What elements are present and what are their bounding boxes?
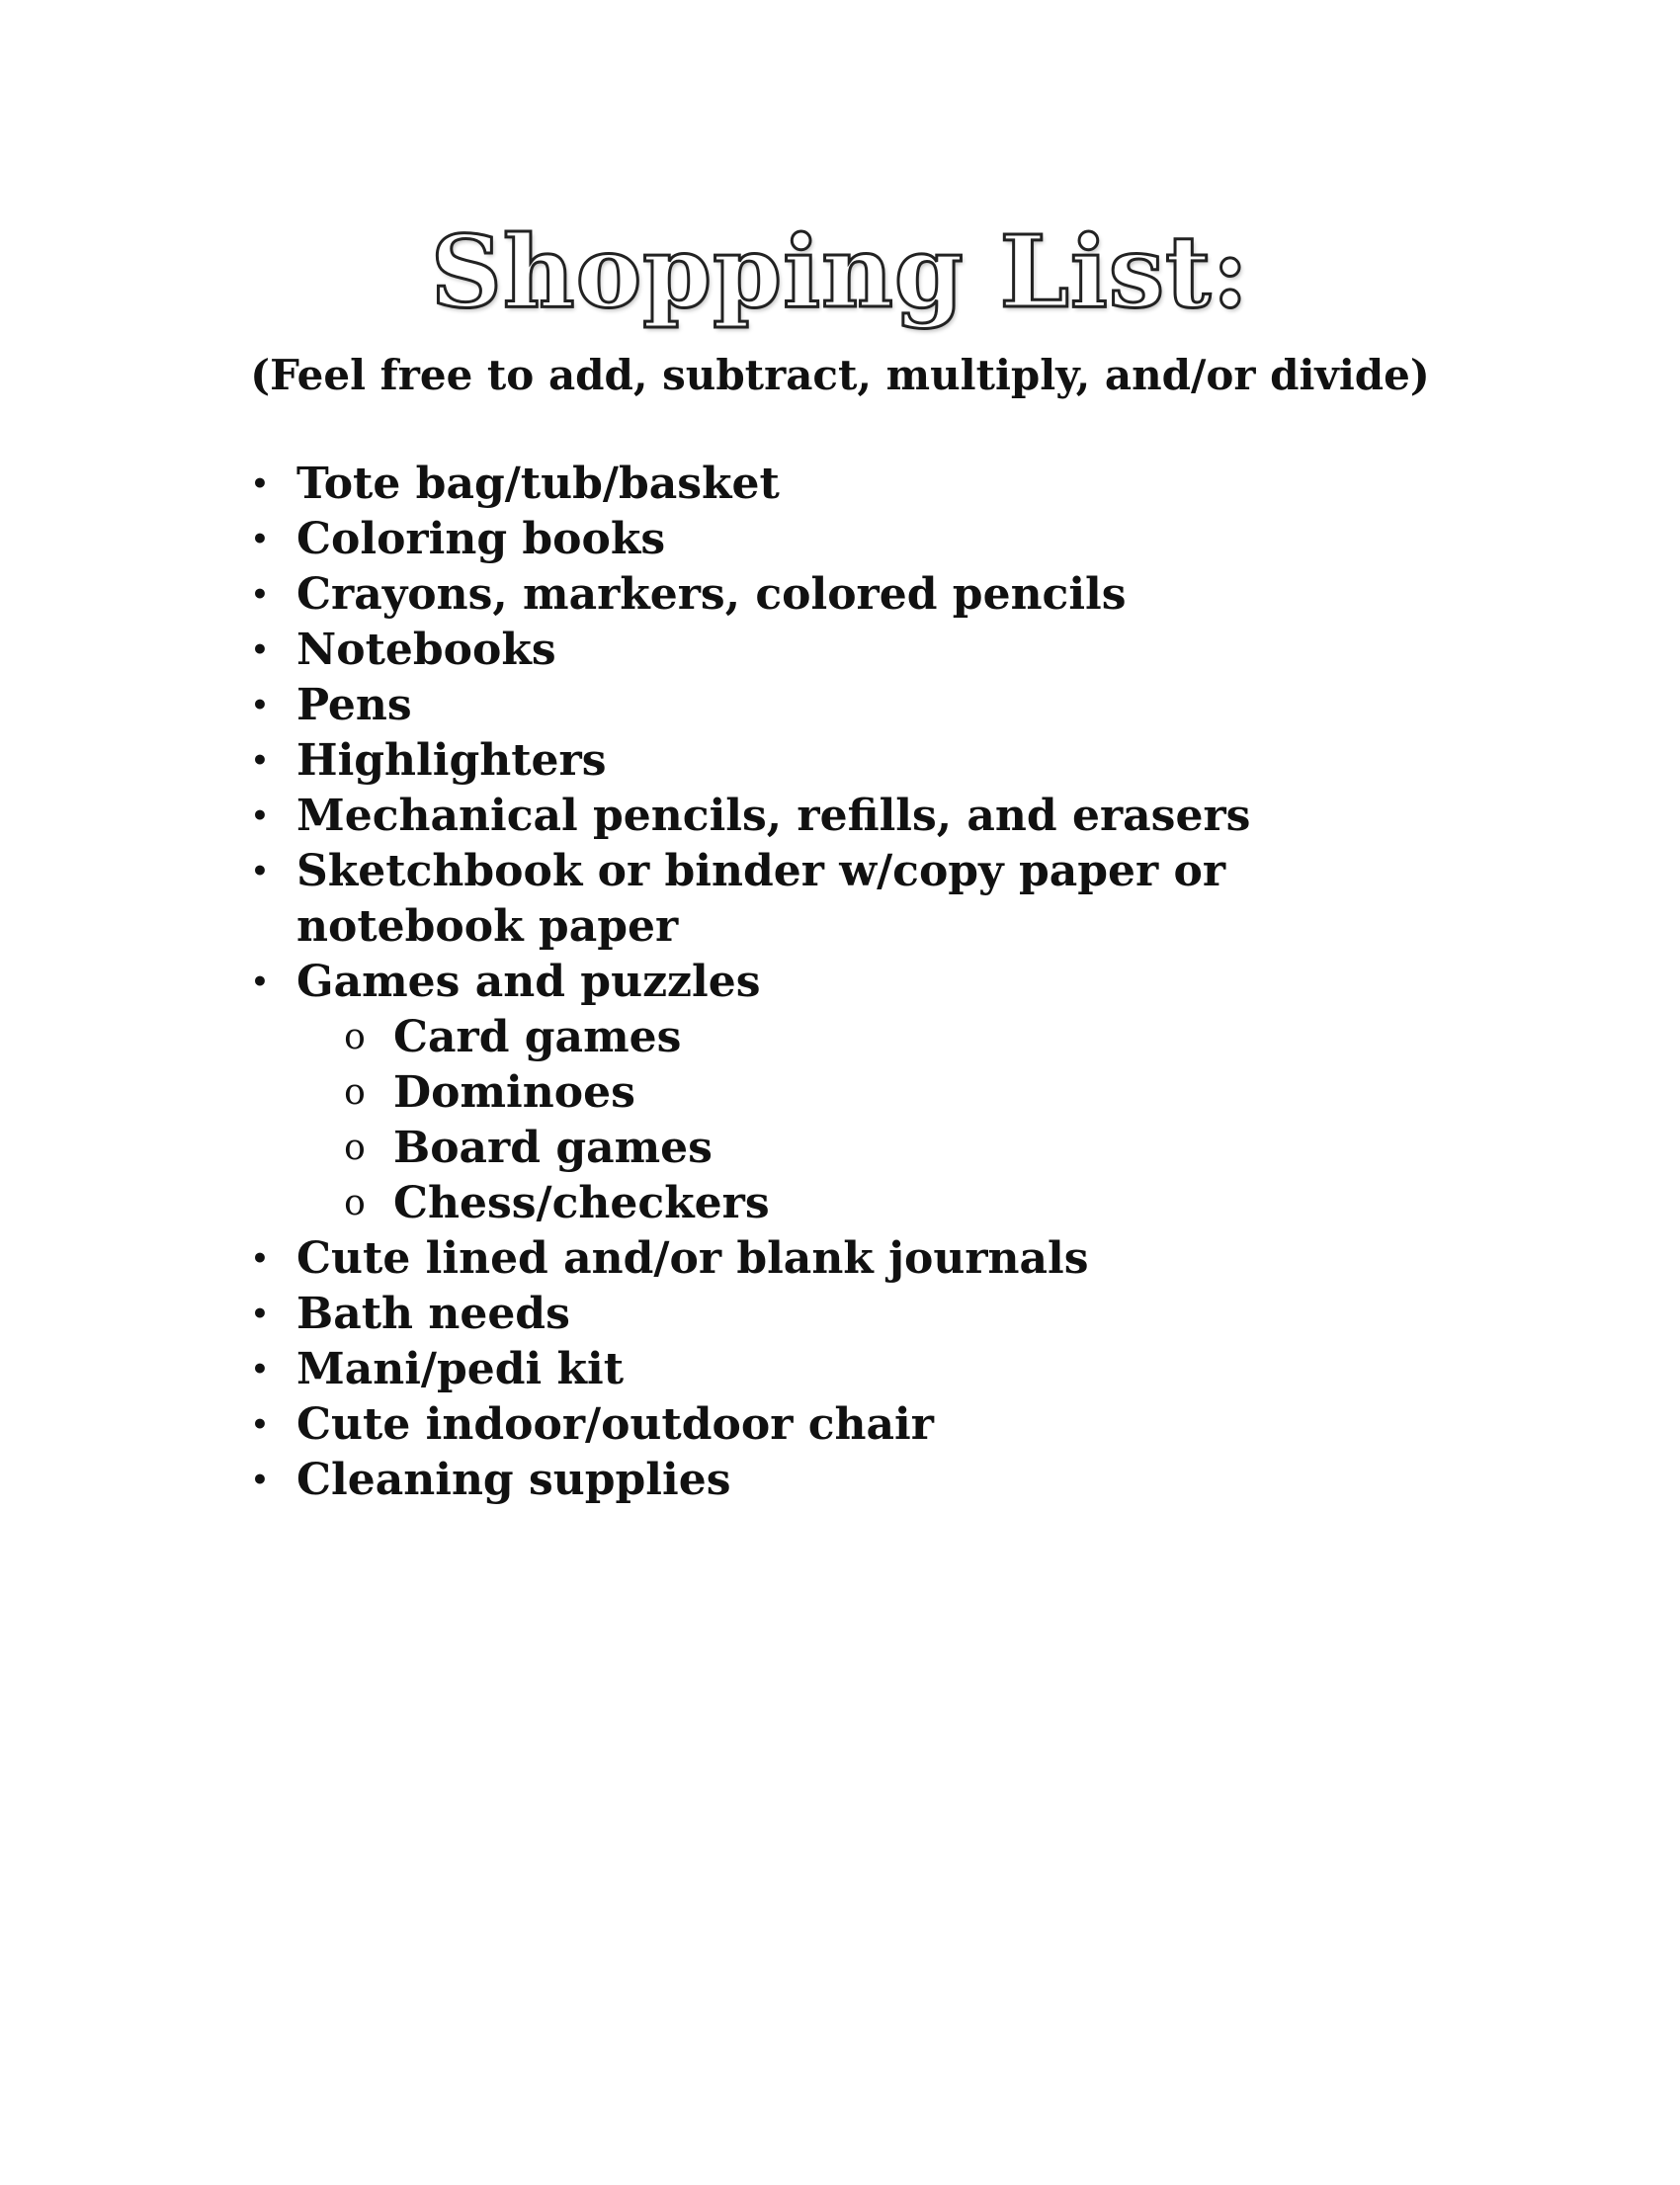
circle-bullet-icon: o — [344, 1017, 366, 1057]
bullet-icon: • — [251, 799, 269, 832]
list-item — [0, 733, 1384, 789]
bullet-icon: • — [251, 633, 269, 666]
sub-list-item — [0, 1176, 1382, 1231]
list-item — [0, 457, 1384, 512]
list-item-label: Cute lined and/or blank journals — [296, 1233, 1089, 1284]
list-item — [0, 567, 1384, 623]
list-item-label: Cleaning supplies — [296, 1455, 731, 1505]
bullet-icon: • — [251, 966, 269, 998]
list-item-label: Mechanical pencils, refills, and erasers — [296, 791, 1251, 841]
sub-list-item — [0, 1065, 1382, 1121]
list-item — [0, 1342, 1384, 1397]
list-item-label: Highlighters — [296, 735, 607, 786]
list-item — [0, 1231, 1384, 1287]
sub-list-item — [0, 1121, 1382, 1176]
list-item-label: Board games — [393, 1123, 713, 1173]
list-item-label: Sketchbook or binder w/copy paper or notebook paper — [296, 846, 1226, 952]
sub-list-item — [0, 1010, 1382, 1065]
list-item — [0, 623, 1384, 678]
list-item — [0, 789, 1384, 844]
list-item — [0, 678, 1384, 733]
list-item-label: Coloring books — [296, 514, 666, 564]
list-item — [0, 1453, 1384, 1508]
bullet-icon: • — [251, 578, 269, 611]
list-item-label: Crayons, markers, colored pencils — [296, 569, 1127, 620]
bullet-icon: • — [251, 855, 269, 887]
bullet-icon: • — [251, 744, 269, 777]
list-item-label: Chess/checkers — [393, 1178, 770, 1228]
shopping-list — [0, 457, 1680, 1508]
list-item-label: Tote bag/tub/basket — [296, 459, 780, 509]
list-item-label: Bath needs — [296, 1289, 570, 1339]
bullet-icon: • — [251, 1298, 269, 1330]
bullet-icon: • — [251, 689, 269, 721]
page-title: Shopping List: — [430, 213, 1250, 330]
circle-bullet-icon: o — [344, 1072, 366, 1113]
bullet-icon: • — [251, 1408, 269, 1441]
list-item-label: Dominoes — [393, 1067, 635, 1118]
list-item — [0, 844, 1384, 955]
list-item — [0, 955, 1384, 1010]
list-item-label: Pens — [296, 680, 412, 730]
list-item — [0, 1287, 1384, 1342]
bullet-icon: • — [251, 467, 269, 500]
bullet-icon: • — [251, 1353, 269, 1386]
list-item-label: Mani/pedi kit — [296, 1344, 625, 1394]
list-item-label: Notebooks — [296, 625, 556, 675]
list-item — [0, 1397, 1384, 1453]
bullet-icon: • — [251, 523, 269, 555]
page-subtitle: (Feel free to add, subtract, multiply, and/or divide) — [250, 351, 1430, 399]
bullet-icon: • — [251, 1242, 269, 1275]
list-item-label: Games and puzzles — [296, 957, 761, 1007]
list-item-label: Card games — [393, 1012, 682, 1062]
list-item-label: Cute indoor/outdoor chair — [296, 1399, 934, 1450]
circle-bullet-icon: o — [344, 1128, 366, 1168]
circle-bullet-icon: o — [344, 1183, 366, 1223]
list-item — [0, 512, 1384, 567]
bullet-icon: • — [251, 1464, 269, 1496]
